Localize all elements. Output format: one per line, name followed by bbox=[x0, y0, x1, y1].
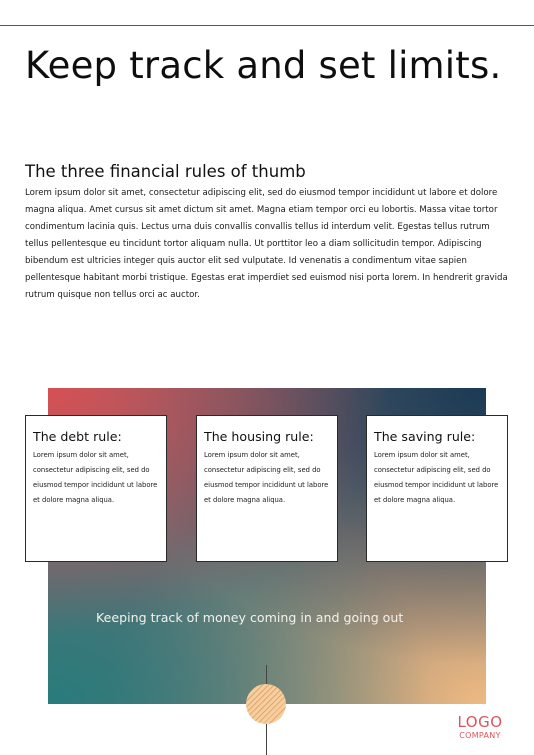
section-title: The three financial rules of thumb bbox=[25, 162, 306, 181]
top-divider bbox=[0, 25, 534, 26]
housing-rule-text: Lorem ipsum dolor sit amet, consectetur adipiscing elit, sed do eiusmod tempor incididunt ut labore et dolore magna aliqua. bbox=[204, 451, 329, 504]
company-logo bbox=[445, 713, 515, 741]
page-headline: Keep track and set limits. bbox=[25, 44, 502, 87]
debt-rule-text: Lorem ipsum dolor sit amet, consectetur adipiscing elit, sed do eiusmod tempor incididunt ut labore et dolore magna aliqua. bbox=[33, 451, 158, 504]
housing-rule-title: The housing rule: bbox=[204, 429, 314, 444]
logo-mark: LOGO bbox=[457, 713, 503, 731]
saving-rule-text: Lorem ipsum dolor sit amet, consectetur adipiscing elit, sed do eiusmod tempor incididunt ut labore et dolore magna aliqua. bbox=[374, 451, 499, 504]
saving-rule-card bbox=[366, 415, 508, 562]
saving-rule-title: The saving rule: bbox=[374, 429, 476, 444]
section-body-text: Lorem ipsum dolor sit amet, consectetur adipiscing elit, sed do eiusmod tempor incididunt ut labore et dolore magna aliqua. Amet cursus sit amet dictum sit amet. Magna etiam tempor orci eu lobortis. Massa vitae tortor condimentum lacinia quis. Lectus urna duis convallis convallis tellus id interdum velit. Egestas tellus rutrum tellus pellentesque eu tincidunt tortor aliquam nulla. Ut porttitor leo a diam sollicitudin tempor. Adipiscing bibendum est ultricies integer quis auctor elit sed vulputate. Id venenatis a condimentum vitae sapien pellentesque habitant morbi tristique. Egestas erat imperdiet sed euismod nisi porta lorem. In hendrerit gravida rutrum quisque non tellus orci ac auctor. bbox=[25, 188, 508, 300]
hatched-circle-ornament bbox=[246, 684, 286, 724]
housing-rule-card bbox=[196, 415, 338, 562]
logo-company-name: COMPANY bbox=[459, 731, 501, 740]
debt-rule-title: The debt rule: bbox=[33, 429, 122, 444]
debt-rule-card bbox=[25, 415, 167, 562]
panel-caption: Keeping track of money coming in and going out bbox=[96, 610, 404, 625]
